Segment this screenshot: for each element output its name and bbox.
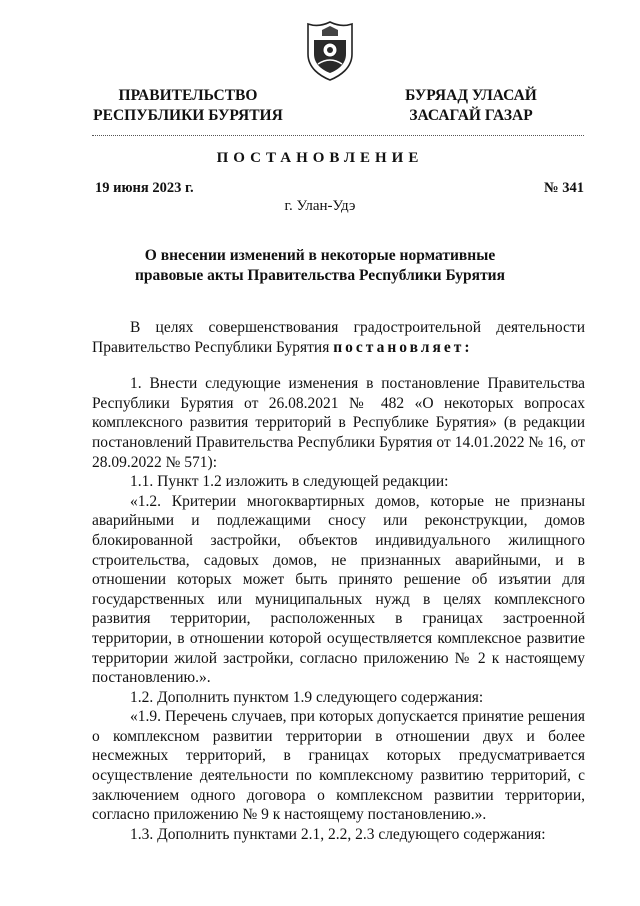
paragraph-1-2: 1.2. Дополнить пунктом 1.9 следующего содержания: <box>130 688 484 706</box>
header-left <box>88 86 288 126</box>
intro-paragraph <box>92 318 585 357</box>
header-right <box>386 86 556 126</box>
document-city: г. Улан-Удэ <box>284 198 356 214</box>
document-subject <box>0 246 640 286</box>
intro-emphasis: постановляет: <box>333 338 473 356</box>
header-divider <box>92 135 584 136</box>
subject-line1: О внесении изменений в некоторые нормативные <box>144 247 496 264</box>
header-right-line2: ЗАСАГАЙ ГАЗАР <box>409 107 533 124</box>
paragraph-1-3: 1.3. Дополнить пунктами 2.1, 2.2, 2.3 следующего содержания: <box>130 825 546 843</box>
subject-line2: правовые акты Правительства Республики Бурятия <box>135 267 505 284</box>
paragraph-1-1: 1.1. Пункт 1.2 изложить в следующей редакции: <box>130 473 449 491</box>
header-left-line1: ПРАВИТЕЛЬСТВО <box>118 87 258 104</box>
coat-of-arms-icon <box>304 20 356 82</box>
header-left-line2: РЕСПУБЛИКИ БУРЯТИЯ <box>93 107 283 124</box>
document-date: 19 июня 2023 г. <box>95 180 194 196</box>
paragraph-1-2-quote: «1.9. Перечень случаев, при которых допускается принятие решения о комплексном развитии территории в отношении двух и более несмежных территорий, в границах которых предусматривается осуществление деятельности по комплексному развитию территорий, с заключением одного договора о комплексном развитии территории, согласно приложению № 9 к настоящему постановлению.». <box>92 708 585 824</box>
header-right-line1: БУРЯАД УЛАСАЙ <box>405 87 537 104</box>
document-number: № 341 <box>544 180 584 196</box>
paragraph-1-1-quote: «1.2. Критерии многоквартирных домов, которые не признаны аварийными и подлежащими сносу или реконструкции, домов блокированной застройки, объектов индивидуального жилищного строительства, садовых домов, не признанных аварийными, и в отношении которых может быть принято решение об изъятии для государственных или муниципальных нужд в целях комплексного развития территории, расположенных в границах застроенной территории, в отношении которой осуществляется комплексное развитие территории жилой застройки, согласно приложению № 2 к настоящему постановлению.». <box>92 492 585 687</box>
document-type: ПОСТАНОВЛЕНИЕ <box>216 150 424 166</box>
intro-text: В целях совершенствования градостроительной деятельности Правительство Республики Бурятия <box>92 319 585 356</box>
paragraph-1: 1. Внести следующие изменения в постановление Правительства Республики Бурятия от 26.08.2021 № 482 «О некоторых вопросах комплексного развития территорий в Республике Бурятия» (в редакции постановлений Правительства Республики Бурятия от 14.01.2022 № 16, от 28.09.2022 № 571): <box>92 375 585 471</box>
document-body <box>92 318 585 844</box>
